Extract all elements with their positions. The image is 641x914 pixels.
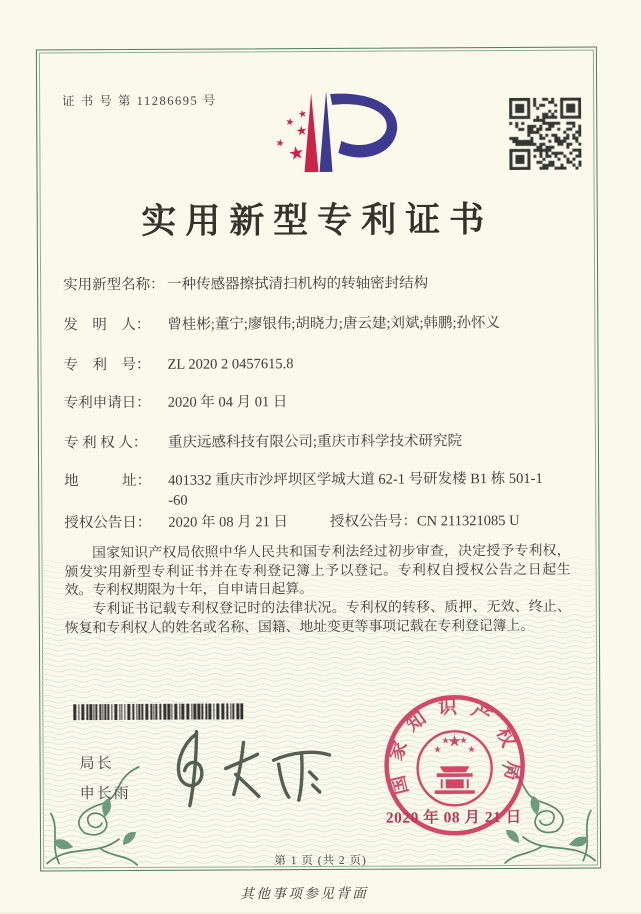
field-label: 发 明 人： [63, 316, 151, 334]
field-label: 专 利 权 人： [63, 434, 148, 452]
field-patent-number [63, 353, 575, 376]
svg-text:★: ★ [441, 736, 450, 747]
field-utility-model-name [63, 273, 575, 296]
field-address [64, 469, 576, 512]
cnipa-logo-icon [260, 83, 431, 184]
svg-text:★: ★ [294, 123, 309, 140]
field-grant-publication [64, 511, 576, 534]
legal-paragraph-grant: 国家知识产权局依照中华人民共和国专利法经过初步审查，决定授予专利权，颁发实用新型专利证书并在专利登记簿上予以登记。专利权自授权公告之日起生效。专利权期限为十年，自申请日起算。 [64, 542, 571, 598]
certificate-number: 证 书 号 第 11286695 号 [62, 93, 217, 109]
svg-text:★: ★ [447, 731, 462, 751]
svg-text:★: ★ [433, 745, 442, 756]
director-signature-icon [151, 728, 341, 809]
field-label: 授权公告日： [64, 514, 152, 532]
field-value: 一种传感器擦拭清扫机构的转轴密封结构 [167, 275, 429, 293]
svg-text:★: ★ [467, 745, 476, 756]
field-label: 授权公告号： [329, 513, 418, 530]
field-label: 专利申请日： [63, 394, 151, 412]
field-patentee [64, 431, 576, 454]
svg-text:★: ★ [286, 141, 307, 166]
field-filing-date [64, 391, 576, 414]
back-side-note: 其他事项参见背面 [240, 885, 369, 902]
barcode [73, 703, 243, 720]
svg-text:★: ★ [459, 736, 468, 747]
field-value: 2020 年 04 月 01 日 [167, 394, 288, 411]
field-value: 重庆远感科技有限公司;重庆市科学技术研究院 [167, 433, 462, 451]
field-value: CN 211321085 U [416, 512, 520, 530]
page-number: 第 1 页 (共 2 页) [274, 854, 367, 868]
svg-text:★: ★ [284, 116, 296, 129]
director-title: 局长 [79, 756, 114, 773]
field-value: 2020 年 08 月 21 日 [168, 514, 289, 531]
field-label: 专 利 号： [63, 356, 151, 374]
legal-paragraph-register: 专利证书记载专利权登记时的法律状况。专利权的转移、质押、无效、终止、恢复和专利权人的姓名或名称、国籍、地址变更等事项记载在专利登记簿上。 [64, 598, 571, 635]
national-emblem-icon [417, 731, 491, 805]
seal-agency-text: 国家知识产权局 [384, 696, 525, 797]
director-name: 申长雨 [79, 785, 131, 803]
qr-code [509, 98, 581, 170]
field-inventors [63, 313, 575, 336]
svg-text:★: ★ [297, 108, 309, 121]
seal-date: 2020 年 08 月 21 日 [385, 808, 522, 827]
field-value: 401332 重庆市沙坪坝区学城大道 62-1 号研发楼 B1 栋 501-1 -60 [168, 470, 543, 509]
field-label: 地 址： [64, 472, 152, 490]
certificate-title: 实用新型专利证书 [141, 200, 494, 241]
svg-text:★: ★ [274, 137, 286, 151]
field-label: 实用新型名称： [63, 276, 165, 294]
field-value: ZL 2020 2 0457615.8 [167, 356, 294, 373]
field-value: 曾桂彬;董宁;廖银伟;胡晓力;唐云建;刘斌;韩鹏;孙怀义 [167, 315, 501, 333]
